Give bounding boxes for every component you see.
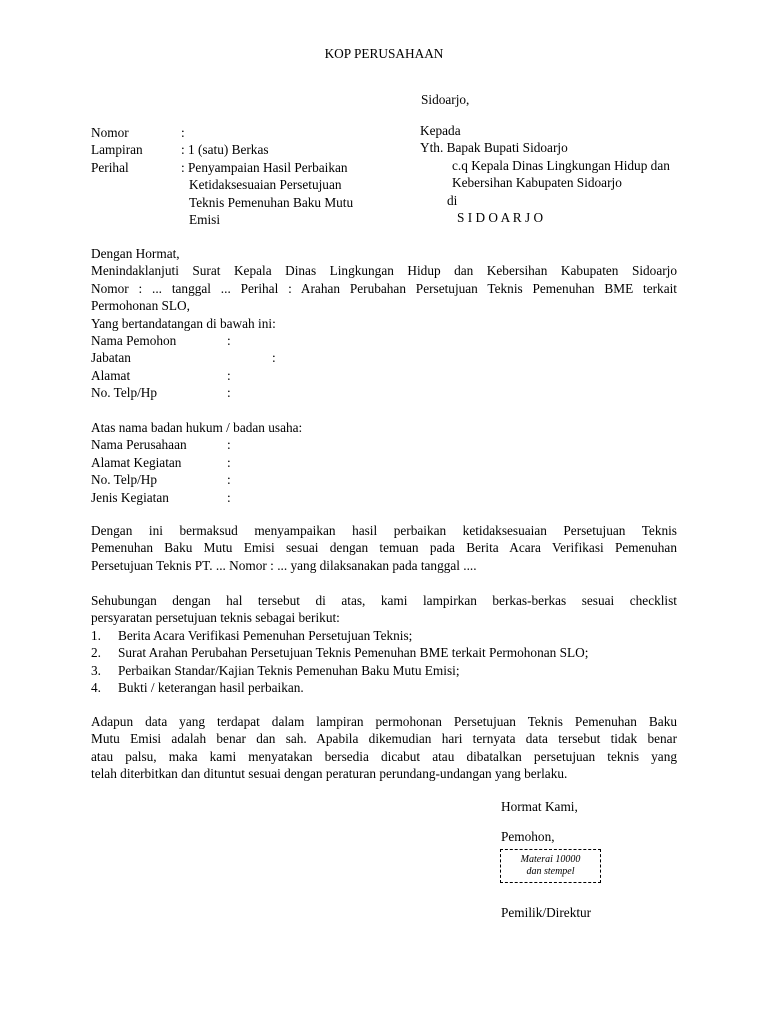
nomor-colon: : [181, 125, 185, 140]
field-colon: : [227, 385, 231, 401]
place-date: Sidoarjo, [421, 92, 470, 107]
field-colon: : [227, 367, 231, 383]
purpose-line: Pemenuhan Baku Mutu Emisi sesuai dengan temuan pada Berita Acara Verifikasi Pemenuhan [91, 540, 677, 556]
purpose-line: Persetujuan Teknis PT. ... Nomor : ... yang dilaksanakan pada tanggal .... [91, 557, 477, 573]
field-jabatan: Jabatan [91, 350, 131, 366]
field-alamat: Alamat [91, 367, 131, 383]
statement-line: atau palsu, maka kami menyatakan bersedia dicabut atau dibatalkan persetujuan teknis yang [91, 748, 677, 764]
field-colon: : [227, 454, 231, 470]
greeting: Dengan Hormat, [91, 246, 180, 261]
statement-line: telah diterbitkan dan dituntut sesuai dengan peraturan perundang-undangan yang berlaku. [91, 766, 568, 782]
closing-hormat: Hormat Kami, [501, 799, 578, 814]
attachments-paragraph [91, 592, 677, 627]
recipient-di: di [447, 192, 458, 208]
company-intro: Atas nama badan hukum / badan usaha: [91, 420, 303, 435]
opening-paragraph [91, 245, 677, 332]
field-company-telp: No. Telp/Hp [91, 472, 158, 488]
recipient-cq-cont: Kebersihan Kabupaten Sidoarjo [452, 175, 622, 191]
signer-title: Pemilik/Direktur [501, 905, 592, 920]
opening-line: Yang bertandatangan di bawah ini: [91, 315, 276, 331]
stamp-placeholder [500, 849, 601, 883]
purpose-line: Dengan ini bermaksud menyampaikan hasil perbaikan ketidaksesuaian Persetujuan Teknis [91, 523, 677, 538]
field-telp: No. Telp/Hp [91, 385, 158, 401]
list-number: 2. [91, 645, 101, 661]
perihal-line: Teknis Pemenuhan Baku Mutu [189, 194, 354, 210]
field-colon: : [227, 489, 231, 505]
field-alamat-kegiatan: Alamat Kegiatan [91, 454, 182, 470]
field-colon: : [227, 437, 231, 453]
field-nama-perusahaan: Nama Perusahaan [91, 437, 187, 453]
list-text: Perbaikan Standar/Kajian Teknis Pemenuhan Baku Mutu Emisi; [118, 662, 460, 678]
lampiran-value: : 1 (satu) Berkas [181, 142, 269, 158]
list-text: Berita Acara Verifikasi Pemenuhan Persetujuan Teknis; [118, 627, 413, 643]
list-text: Bukti / keterangan hasil perbaikan. [118, 680, 304, 695]
field-colon: : [227, 472, 231, 488]
statement-line: Adapun data yang terdapat dalam lampiran permohonan Persetujuan Teknis Pemenuhan Baku [91, 714, 677, 729]
recipient-cq: c.q Kepala Dinas Lingkungan Hidup dan [452, 157, 670, 173]
field-jenis-kegiatan: Jenis Kegiatan [91, 489, 169, 505]
list-text: Surat Arahan Perubahan Persetujuan Teknis Pemenuhan BME terkait Permohonan SLO; [118, 645, 589, 661]
stamp-text: Materai 10000 [520, 854, 581, 865]
purpose-paragraph [91, 522, 677, 574]
stamp-text: dan stempel [526, 866, 575, 877]
nomor-label: Nomor [91, 125, 129, 140]
field-nama-pemohon: Nama Pemohon [91, 333, 177, 348]
list-number: 3. [91, 662, 101, 678]
perihal-label: Perihal [91, 159, 129, 175]
attachments-line: Sehubungan dengan hal tersebut di atas, kami lampirkan berkas-berkas sesuai checklist [91, 593, 677, 608]
attachments-line: persyaratan persetujuan teknis sebagai berikut: [91, 610, 340, 626]
letterhead-title: KOP PERUSAHAAN [324, 46, 444, 61]
opening-line: Permohonan SLO, [91, 298, 190, 314]
perihal-line: : Penyampaian Hasil Perbaikan [181, 159, 348, 175]
perihal-line: Emisi [189, 212, 221, 227]
statement-paragraph [91, 713, 677, 783]
list-number: 1. [91, 627, 101, 643]
recipient-kepada: Kepada [420, 123, 461, 138]
perihal-line: Ketidaksesuaian Persetujuan [189, 177, 342, 193]
recipient-city: S I D O A R J O [457, 210, 544, 225]
lampiran-label: Lampiran [91, 142, 143, 158]
field-colon: : [272, 350, 276, 366]
opening-line: Nomor : ... tanggal ... Perihal : Arahan Perubahan Persetujuan Teknis Pemenuhan BME terkait [91, 280, 677, 296]
list-number: 4. [91, 680, 101, 695]
recipient-yth: Yth. Bapak Bupati Sidoarjo [420, 140, 568, 156]
statement-line: Mutu Emisi adalah benar dan sah. Apabila dikemudian hari ternyata data tersebut tidak benar [91, 731, 677, 747]
field-colon: : [227, 333, 231, 348]
opening-line: Menindaklanjuti Surat Kepala Dinas Lingkungan Hidup dan Kebersihan Kabupaten Sidoarjo [91, 263, 677, 279]
closing-pemohon: Pemohon, [501, 829, 555, 844]
